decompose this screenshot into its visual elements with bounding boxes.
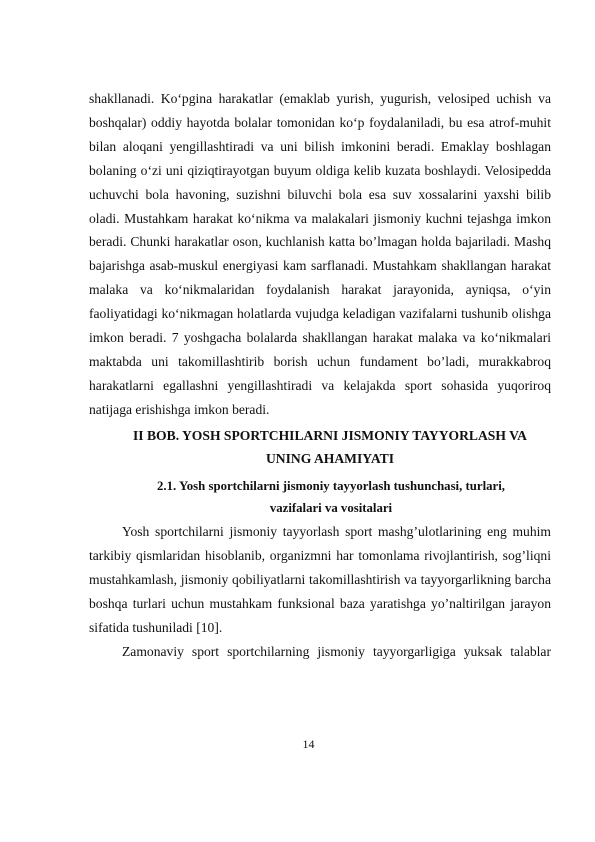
paragraph-motor-skills: shakllanadi. Ko‘pgina harakatlar (emaklab yurish, yugurish, velosiped uchish va boshqalar) oddiy hayotda bolalar tomonidan ko‘p foydalaniladi, bu esa atrof-muhit bilan aloqani yengillashtiradi va uni bilish imkonini beradi. Emaklay boshlagan bolaning o‘zi uni qiziqtirayotgan buyum oldiga kelib kuzata boshlaydi. Velosipedda uchuvchi bola havoning, suzishni biluvchi bola esa suv xossalarini yaxshi bilib oladi. Mustahkam harakat ko‘nikma va malakalari jismoniy kuchni tejashga imkon beradi. Chunki harakatlar oson, kuchlanish katta bo’lmagan holda bajariladi. Mashq bajarishga asab-muskul energiyasi kam sarflanadi. Mustahkam shakllangan harakat malaka va ko‘nikmalaridan foydalanish harakat jarayonida, ayniqsa, o‘yin faoliyatidagi ko‘nikmagan holatlarda vujudga keladigan vazifalarni tushunib olishga imkon beradi. 7 yoshgacha bolalarda shakllangan harakat malaka va ko‘nikmalari maktabda uni takomillashtirib borish uchun fundament bo’ladi, murakkabroq harakatlarni egallashni yengillashtiradi va kelajakda sport sohasida yuqoriroq natijaga erishishga imkon beradi. [89,91,551,417]
chapter-heading-line-1: II BOB. YOSH SPORTCHILARNI JISMONIY TAYYORLASH VA [133,427,527,443]
section-heading-line-1: 2.1. Yosh sportchilarni jismoniy tayyorlash tushunchasi, turlari, [157,478,505,493]
paragraph-modern-sport: Zamonaviy sport sportchilarning jismoniy tayyorgarligiga yuksak talablar [122,643,551,659]
paragraph-physical-preparation: Yosh sportchilarni jismoniy tayyorlash sport mashg’ulotlarining eng muhim tarkibiy qismlaridan hisoblanib, organizmni har tomonlama rivojlantirish, sog’liqni mustahkamlash, jismoniy qobiliyatlarni takomillashtirish va tayyorgarlikning barcha boshqa turlari uchun mustahkam funksional baza yaratishga yo’naltirilgan jarayon sifatida tushuniladi [10]. [89,524,551,635]
chapter-heading [89,424,551,471]
section-heading [89,475,551,521]
section-heading-line-2: vazifalari va vositalari [269,501,393,516]
page-number: 14 [302,737,315,751]
chapter-heading-line-2: UNING AHAMIYATI [265,451,395,467]
page-body [89,87,551,664]
